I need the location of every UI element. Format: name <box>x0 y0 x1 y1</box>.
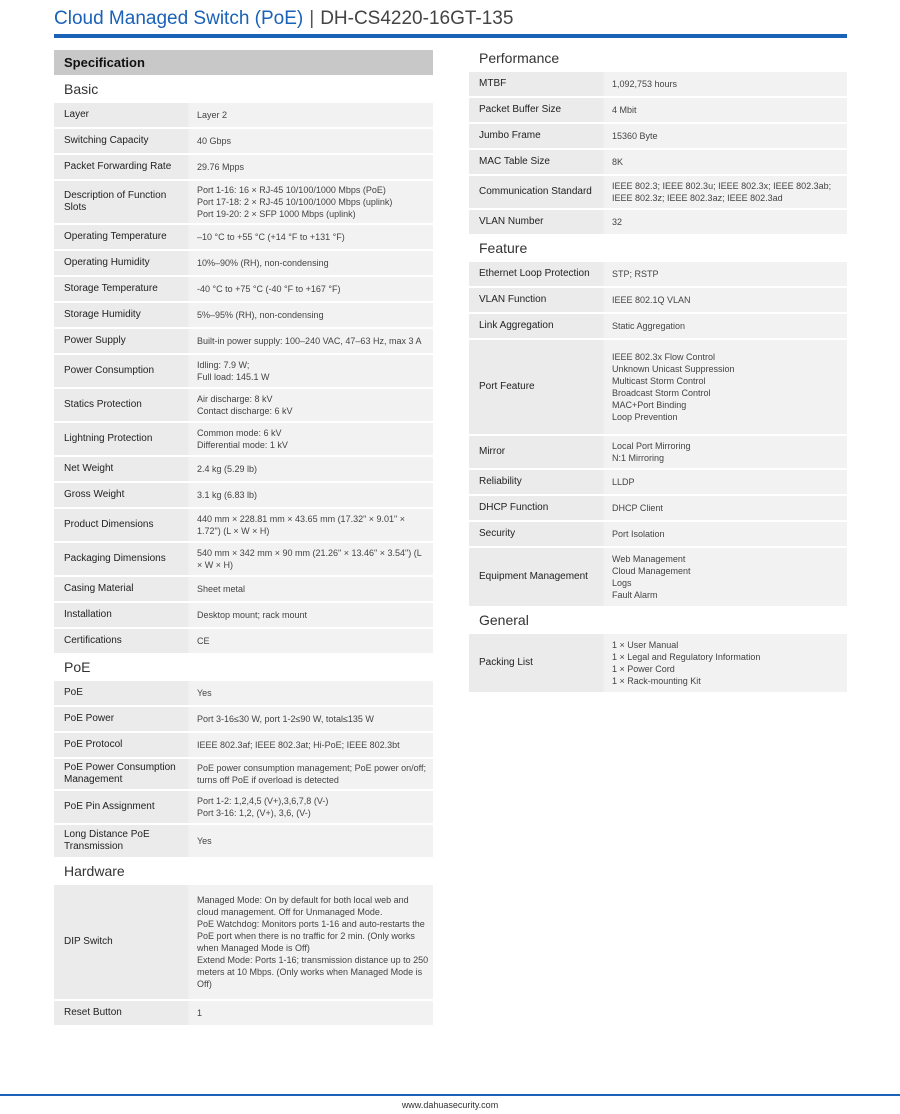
spec-row-operating-temperature <box>54 225 433 249</box>
spec-value <box>190 759 433 789</box>
spec-value-text: 2.4 kg (5.29 lb) <box>197 464 258 474</box>
spec-row-power-consumption <box>54 355 433 387</box>
spec-row-power-supply <box>54 329 433 353</box>
page-title <box>54 6 847 32</box>
spec-label <box>54 733 188 757</box>
spec-value-text: Idling: 7.9 W; Full load: 145.1 W <box>197 360 270 382</box>
spec-label-text: Power Supply <box>64 335 126 346</box>
spec-label-text: Power Consumption <box>64 365 155 376</box>
spec-value <box>190 603 433 627</box>
spec-value <box>190 483 433 507</box>
spec-row-equipment-management <box>469 548 847 606</box>
spec-label-text: Communication Standard <box>479 186 592 197</box>
spec-value <box>190 389 433 421</box>
spec-value-text: PoE power consumption management; PoE power on/off; turns off PoE if overload is detected <box>197 763 426 785</box>
spec-value-text: 540 mm × 342 mm × 90 mm (21.26" × 13.46" × 3.54") (L × W × H) <box>197 548 422 570</box>
spec-label <box>469 210 603 234</box>
spec-label-text: Lightning Protection <box>64 433 153 444</box>
spec-value-text: Yes <box>197 688 212 698</box>
spec-label <box>54 277 188 301</box>
spec-label-text: PoE Power Consumption Management <box>64 762 176 785</box>
spec-label-text: DIP Switch <box>64 936 113 947</box>
spec-label-text: Operating Temperature <box>64 231 167 242</box>
spec-value-text: Desktop mount; rack mount <box>197 610 308 620</box>
section-title-feature: Feature <box>479 240 528 256</box>
spec-label <box>469 176 603 208</box>
spec-value-text: Local Port Mirroring N:1 Mirroring <box>612 441 691 463</box>
spec-value <box>190 129 433 153</box>
spec-label <box>469 72 603 96</box>
spec-value <box>190 329 433 353</box>
spec-label-text: Jumbo Frame <box>479 130 541 141</box>
spec-value-text: 1 <box>197 1008 203 1018</box>
spec-value-text: DHCP Client <box>612 503 663 513</box>
spec-value-text: 15360 Byte <box>612 131 658 141</box>
spec-value-text: 5%–95% (RH), non-condensing <box>197 310 324 320</box>
spec-label <box>54 759 188 789</box>
spec-value <box>190 277 433 301</box>
spec-value-text: Air discharge: 8 kV Contact discharge: 6 kV <box>197 394 293 416</box>
section-title-hardware: Hardware <box>64 863 125 879</box>
spec-label-text: VLAN Number <box>479 216 544 227</box>
spec-label-text: Net Weight <box>64 463 114 474</box>
spec-value <box>605 548 847 606</box>
spec-label <box>54 629 188 653</box>
spec-row-mirror <box>469 436 847 468</box>
spec-label-text: Security <box>479 528 516 539</box>
spec-label <box>469 262 603 286</box>
spec-label <box>54 577 188 601</box>
spec-label-text: Equipment Management <box>479 571 588 582</box>
spec-label-text: PoE Pin Assignment <box>64 801 155 812</box>
spec-value-text: IEEE 802.3af; IEEE 802.3at; Hi-PoE; IEEE 802.3bt <box>197 740 400 750</box>
spec-label <box>54 1001 188 1025</box>
spec-row-poe-pin-assignment <box>54 791 433 823</box>
spec-label <box>54 603 188 627</box>
spec-row-storage-humidity <box>54 303 433 327</box>
spec-value <box>190 303 433 327</box>
spec-row-vlan-number <box>469 210 847 234</box>
spec-label <box>469 634 603 692</box>
spec-label <box>469 340 603 434</box>
left-column <box>54 50 433 1027</box>
spec-value <box>605 522 847 546</box>
spec-label-text: Packaging Dimensions <box>64 553 166 564</box>
spec-label <box>54 251 188 275</box>
spec-row-installation <box>54 603 433 627</box>
spec-value <box>190 355 433 387</box>
spec-label-text: Gross Weight <box>64 489 125 500</box>
spec-label <box>54 225 188 249</box>
spec-label <box>54 181 188 223</box>
spec-value-text: Layer 2 <box>197 110 228 120</box>
spec-label <box>54 791 188 823</box>
spec-label-text: Certifications <box>64 635 122 646</box>
spec-label <box>54 543 188 575</box>
spec-value <box>605 314 847 338</box>
spec-label <box>469 288 603 312</box>
spec-label <box>469 470 603 494</box>
spec-value-text: 1,092,753 hours <box>612 79 678 89</box>
spec-value <box>190 457 433 481</box>
spec-label-text: DHCP Function <box>479 502 549 513</box>
spec-label <box>469 522 603 546</box>
right-column <box>469 46 847 694</box>
left-sections <box>54 77 433 1025</box>
spec-label <box>469 150 603 174</box>
spec-row-storage-temperature <box>54 277 433 301</box>
spec-label-text: Layer <box>64 109 90 120</box>
spec-value-text: 1 × User Manual 1 × Legal and Regulatory Information 1 × Power Cord 1 × Rack-mounting Kit <box>612 640 761 686</box>
spec-label-text: Port Feature <box>479 381 535 392</box>
spec-row-layer <box>54 103 433 127</box>
spec-value <box>190 543 433 575</box>
spec-label-text: Storage Humidity <box>64 309 141 320</box>
spec-value <box>190 681 433 705</box>
section-title-basic: Basic <box>64 81 99 97</box>
spec-value-text: 32 <box>612 217 623 227</box>
spec-label-text: Packet Buffer Size <box>479 104 562 115</box>
spec-label-text: Packing List <box>479 657 533 668</box>
spec-value <box>605 436 847 468</box>
spec-value <box>190 825 433 857</box>
spec-label <box>54 129 188 153</box>
footer-divider <box>0 1094 900 1096</box>
spec-label-text: Ethernet Loop Protection <box>479 268 590 279</box>
spec-value <box>190 707 433 731</box>
spec-value <box>605 262 847 286</box>
spec-label-text: Storage Temperature <box>64 283 158 294</box>
spec-label <box>469 124 603 148</box>
spec-value-text: IEEE 802.3; IEEE 802.3u; IEEE 802.3x; IEEE 802.3ab; IEEE 802.3z; IEEE 802.3az; IEEE 802.3ad <box>612 181 832 203</box>
spec-value-text: 4 Mbit <box>612 105 637 115</box>
spec-row-net-weight <box>54 457 433 481</box>
spec-value-text: Port 3-16≤30 W, port 1-2≤90 W, total≤135 W <box>197 714 374 724</box>
spec-row-vlan-function <box>469 288 847 312</box>
header-divider <box>54 34 847 38</box>
spec-value <box>605 124 847 148</box>
spec-value-text: CE <box>197 636 210 646</box>
spec-value <box>605 340 847 434</box>
spec-value <box>190 1001 433 1025</box>
spec-value <box>190 885 433 999</box>
spec-row-statics-protection <box>54 389 433 421</box>
spec-row-product-dimensions <box>54 509 433 541</box>
spec-row-description-of-function-slots <box>54 181 433 223</box>
spec-label <box>54 681 188 705</box>
spec-label-text: Casing Material <box>64 583 134 594</box>
spec-label <box>54 509 188 541</box>
spec-label <box>469 548 603 606</box>
spec-label <box>54 103 188 127</box>
spec-label <box>54 329 188 353</box>
spec-value <box>190 251 433 275</box>
spec-label <box>54 885 188 999</box>
spec-label <box>469 436 603 468</box>
spec-value-text: Web Management Cloud Management Logs Fault Alarm <box>612 554 691 600</box>
spec-row-communication-standard <box>469 176 847 208</box>
spec-value <box>190 103 433 127</box>
spec-row-link-aggregation <box>469 314 847 338</box>
specification-header: Specification <box>54 50 433 75</box>
spec-value <box>190 181 433 223</box>
spec-label <box>54 355 188 387</box>
spec-label-text: VLAN Function <box>479 294 547 305</box>
spec-value-text: LLDP <box>612 477 635 487</box>
spec-value <box>605 72 847 96</box>
spec-row-packet-forwarding-rate <box>54 155 433 179</box>
spec-value <box>190 577 433 601</box>
spec-value-text: –10 °C to +55 °C (+14 °F to +131 °F) <box>197 232 345 242</box>
spec-label <box>469 314 603 338</box>
spec-value <box>190 155 433 179</box>
spec-value-text: IEEE 802.1Q VLAN <box>612 295 691 305</box>
spec-label-text: Installation <box>64 609 112 620</box>
spec-value-text: IEEE 802.3x Flow Control Unknown Unicast Suppression Multicast Storm Control Broadcast Storm Control MAC+Port Binding Loop Prevention <box>612 352 735 422</box>
spec-row-poe-power-consumption-management <box>54 759 433 789</box>
spec-value-text: STP; RSTP <box>612 269 659 279</box>
spec-row-switching-capacity <box>54 129 433 153</box>
spec-value <box>605 98 847 122</box>
spec-label <box>54 423 188 455</box>
spec-value <box>605 470 847 494</box>
spec-label-text: Switching Capacity <box>64 135 149 146</box>
spec-row-packet-buffer-size <box>469 98 847 122</box>
spec-row-gross-weight <box>54 483 433 507</box>
spec-row-certifications <box>54 629 433 653</box>
spec-row-reliability <box>469 470 847 494</box>
spec-label-text: Reset Button <box>64 1007 122 1018</box>
footer-url: www.dahuasecurity.com <box>401 1100 499 1110</box>
spec-value-text: Yes <box>197 836 212 846</box>
spec-row-reset-button <box>54 1001 433 1025</box>
spec-value <box>605 288 847 312</box>
spec-value-text: Sheet metal <box>197 584 246 594</box>
spec-label-text: PoE <box>64 687 83 698</box>
spec-value-text: Static Aggregation <box>612 321 686 331</box>
spec-row-packaging-dimensions <box>54 543 433 575</box>
spec-value-text: 3.1 kg (6.83 lb) <box>197 490 258 500</box>
spec-label-text: Mirror <box>479 446 506 457</box>
spec-value <box>190 509 433 541</box>
spec-row-ethernet-loop-protection <box>469 262 847 286</box>
spec-row-operating-humidity <box>54 251 433 275</box>
spec-value <box>605 210 847 234</box>
spec-value-text: 40 Gbps <box>197 136 232 146</box>
spec-value-text: Common mode: 6 kV Differential mode: 1 kV <box>197 428 288 450</box>
section-title-general: General <box>479 612 529 628</box>
spec-value-text: Port Isolation <box>612 529 665 539</box>
model-number: DH-CS4220-16GT-135 <box>320 8 514 29</box>
spec-value <box>190 733 433 757</box>
spec-value <box>190 629 433 653</box>
spec-label <box>54 155 188 179</box>
spec-label-text: MAC Table Size <box>479 156 550 167</box>
spec-value <box>605 496 847 520</box>
spec-label-text: Statics Protection <box>64 399 142 410</box>
spec-value-text: Built-in power supply: 100–240 VAC, 47–63 Hz, max 3 A <box>197 336 422 346</box>
spec-value <box>605 634 847 692</box>
spec-row-packing-list <box>469 634 847 692</box>
spec-value-text: 440 mm × 228.81 mm × 43.65 mm (17.32" × 9.01" × 1.72") (L × W × H) <box>197 514 406 536</box>
spec-label-text: Long Distance PoE Transmission <box>64 829 150 852</box>
spec-row-security <box>469 522 847 546</box>
spec-row-lightning-protection <box>54 423 433 455</box>
spec-row-dhcp-function <box>469 496 847 520</box>
spec-value-text: 10%–90% (RH), non-condensing <box>197 258 329 268</box>
spec-row-casing-material <box>54 577 433 601</box>
spec-label-text: Operating Humidity <box>64 257 150 268</box>
spec-value-text: 8K <box>612 157 624 167</box>
spec-row-jumbo-frame <box>469 124 847 148</box>
spec-label-text: MTBF <box>479 78 507 89</box>
spec-label <box>54 825 188 857</box>
spec-label-text: Product Dimensions <box>64 519 154 530</box>
spec-label <box>54 389 188 421</box>
spec-value <box>190 791 433 823</box>
spec-value <box>605 176 847 208</box>
spec-row-mac-table-size <box>469 150 847 174</box>
spec-label <box>54 483 188 507</box>
spec-label <box>469 496 603 520</box>
spec-value-text: Port 1-16: 16 × RJ-45 10/100/1000 Mbps (PoE) Port 17-18: 2 × RJ-45 10/100/1000 Mbps (uplink) Port 19-20: 2 × SFP 1000 Mbps (uplink) <box>197 185 393 219</box>
spec-row-mtbf <box>469 72 847 96</box>
spec-row-dip-switch <box>54 885 433 999</box>
spec-value-text: Port 1-2: 1,2,4,5 (V+),3,6,7,8 (V-) Port 3-16: 1,2, (V+), 3,6, (V-) <box>197 796 329 818</box>
right-sections <box>469 46 847 692</box>
page-header <box>54 6 847 32</box>
spec-label <box>54 303 188 327</box>
spec-row-poe <box>54 681 433 705</box>
spec-row-long-distance-poe-transmission <box>54 825 433 857</box>
title-separator: | <box>309 8 315 29</box>
spec-value-text: 29.76 Mpps <box>197 162 245 172</box>
spec-label-text: PoE Power <box>64 713 115 724</box>
spec-row-poe-power <box>54 707 433 731</box>
spec-row-poe-protocol <box>54 733 433 757</box>
spec-label <box>469 98 603 122</box>
spec-value-text: Managed Mode: On by default for both local web and cloud management. Off for Unmanaged Mode. PoE Watchdog: Monitors ports 1-16 and auto-restarts the PoE port when there is no traffic for 2 min. (Only works when Managed Mode is Off) Extend Mode: Ports 1-16; transmission distance up to 250 meters at 10 Mbps. (Only works when Managed Mode is Off) <box>197 895 429 989</box>
product-title: Cloud Managed Switch (PoE) <box>54 8 304 29</box>
spec-label-text: Reliability <box>479 476 522 487</box>
spec-value <box>605 150 847 174</box>
spec-label-text: Packet Forwarding Rate <box>64 161 172 172</box>
spec-label-text: Description of Function Slots <box>64 190 167 213</box>
section-title-poe: PoE <box>64 659 91 675</box>
spec-row-port-feature <box>469 340 847 434</box>
section-title-performance: Performance <box>479 50 560 66</box>
spec-label-text: PoE Protocol <box>64 739 123 750</box>
spec-label <box>54 707 188 731</box>
spec-value <box>190 225 433 249</box>
spec-value <box>190 423 433 455</box>
spec-label <box>54 457 188 481</box>
spec-value-text: -40 °C to +75 °C (-40 °F to +167 °F) <box>197 284 341 294</box>
spec-label-text: Link Aggregation <box>479 320 554 331</box>
